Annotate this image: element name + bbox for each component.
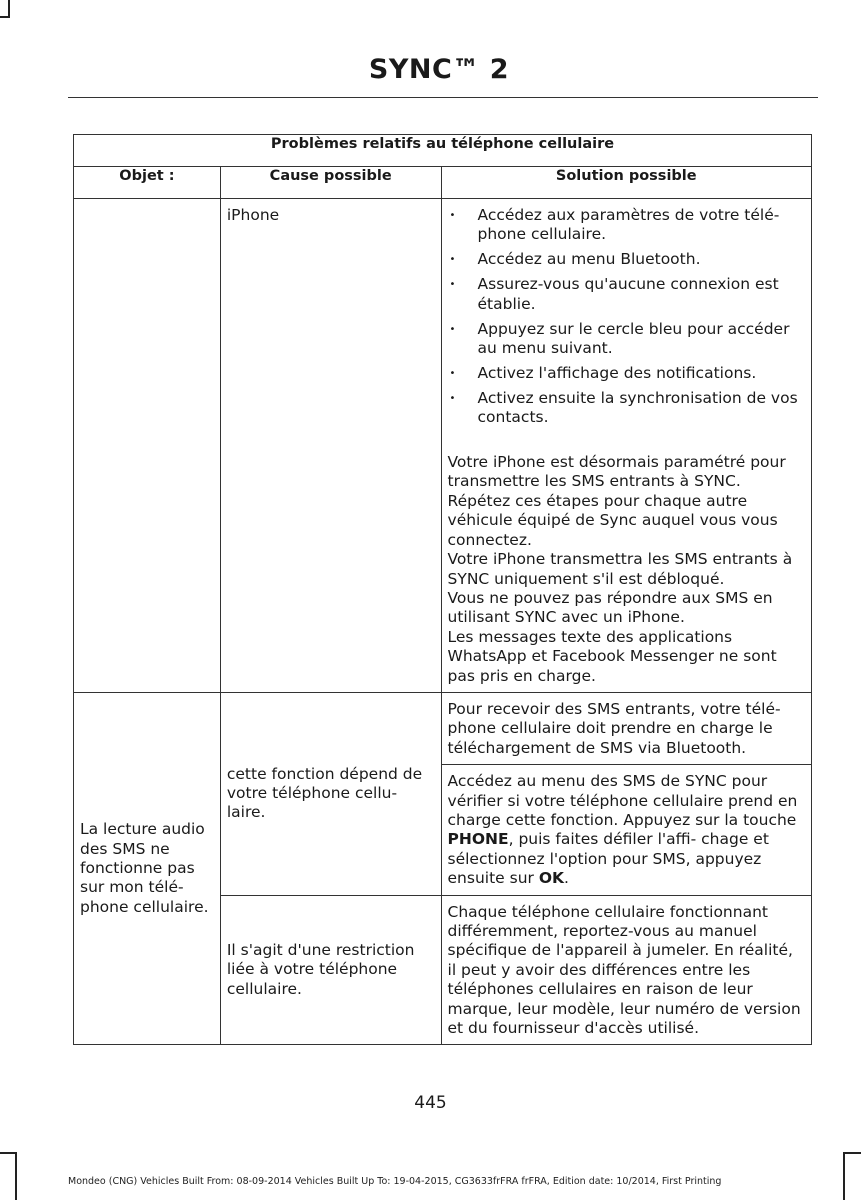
cause-cell: cette fonction dépend de votre téléphone cellu- laire. bbox=[220, 692, 441, 895]
solution-cell bbox=[441, 199, 811, 693]
column-header-solution: Solution possible bbox=[441, 167, 811, 199]
solution-cell: Pour recevoir des SMS entrants, votre télé- phone cellulaire doit prendre en charge le téléchargement de SMS via Bluetooth. bbox=[441, 692, 811, 764]
title-divider bbox=[68, 97, 818, 98]
column-header-objet: Objet : bbox=[74, 167, 221, 199]
objet-cell-empty bbox=[74, 199, 221, 693]
steps-list bbox=[448, 206, 805, 428]
table-caption: Problèmes relatifs au téléphone cellulaire bbox=[74, 135, 812, 167]
solution-cell bbox=[441, 765, 811, 895]
list-item: • Assurez-vous qu'aucune connexion est établie. bbox=[448, 275, 805, 314]
crop-mark-top-left-h bbox=[0, 16, 10, 18]
cause-cell: iPhone bbox=[220, 199, 441, 693]
page-title: SYNC™ 2 bbox=[368, 54, 509, 85]
phone-key-label: PHONE bbox=[447, 830, 509, 849]
solution-text: Accédez au menu des SMS de SYNC pour vérifier si votre téléphone cellulaire prend en charge cette fonction. Appuyez sur la touche bbox=[447, 772, 798, 829]
objet-cell: La lecture audio des SMS ne fonctionne pas sur mon télé- phone cellulaire. bbox=[74, 692, 221, 1045]
paragraph: Les messages texte des applications WhatsApp et Facebook Messenger ne sont pas pris en charge. bbox=[447, 627, 777, 685]
footer-imprint: Mondeo (CNG) Vehicles Built From: 08-09-2014 Vehicles Built Up To: 19-04-2015, CG3633frFRA frFRA, Edition date: 10/2014, First Printing bbox=[68, 1176, 722, 1187]
crop-mark-bottom-left bbox=[15, 1152, 17, 1200]
ok-key-label: OK bbox=[538, 869, 565, 888]
column-header-cause: Cause possible bbox=[220, 167, 441, 199]
solution-text: , puis faites défiler l'affi- chage et sélectionnez l'option pour SMS, appuyez ensuite sur bbox=[447, 830, 769, 888]
solution-text: . bbox=[564, 869, 569, 888]
list-item: • Appuyez sur le cercle bleu pour accéder au menu suivant. bbox=[448, 320, 805, 359]
paragraph: Répétez ces étapes pour chaque autre véhicule équipé de Sync auquel vous vous connectez. bbox=[447, 491, 778, 549]
cause-cell: Il s'agit d'une restriction liée à votre téléphone cellulaire. bbox=[220, 895, 441, 1045]
list-item: • Activez l'affichage des notifications. bbox=[448, 364, 805, 383]
crop-mark-bottom-left-h bbox=[0, 1152, 16, 1154]
list-item: • Accédez au menu Bluetooth. bbox=[448, 250, 805, 269]
paragraph: Votre iPhone transmettra les SMS entrants à SYNC uniquement s'il est débloqué. bbox=[447, 550, 793, 588]
list-item: • Accédez aux paramètres de votre télé- phone cellulaire. bbox=[448, 206, 805, 245]
phone-problems-table bbox=[73, 134, 812, 1045]
page-number: 445 bbox=[414, 1093, 447, 1113]
paragraph: Votre iPhone est désormais paramétré pour transmettre les SMS entrants à SYNC. bbox=[447, 453, 786, 491]
solution-cell: Chaque téléphone cellulaire fonctionnant différemment, reportez-vous au manuel spécifique de l'appareil à jumeler. En réalité, il peut y avoir des différences entre les téléphones cellulaires en raison de leur marque, leur modèle, leur numéro de version et du fournisseur d'accès utilisé. bbox=[441, 895, 811, 1045]
crop-mark-bottom-right bbox=[843, 1152, 845, 1200]
paragraph: Vous ne pouvez pas répondre aux SMS en utilisant SYNC avec un iPhone. bbox=[447, 588, 773, 627]
table-row bbox=[74, 692, 812, 764]
table-row bbox=[74, 199, 812, 693]
list-item: • Activez ensuite la synchronisation de vos contacts. bbox=[448, 389, 805, 428]
crop-mark-bottom-right-h bbox=[843, 1152, 861, 1154]
